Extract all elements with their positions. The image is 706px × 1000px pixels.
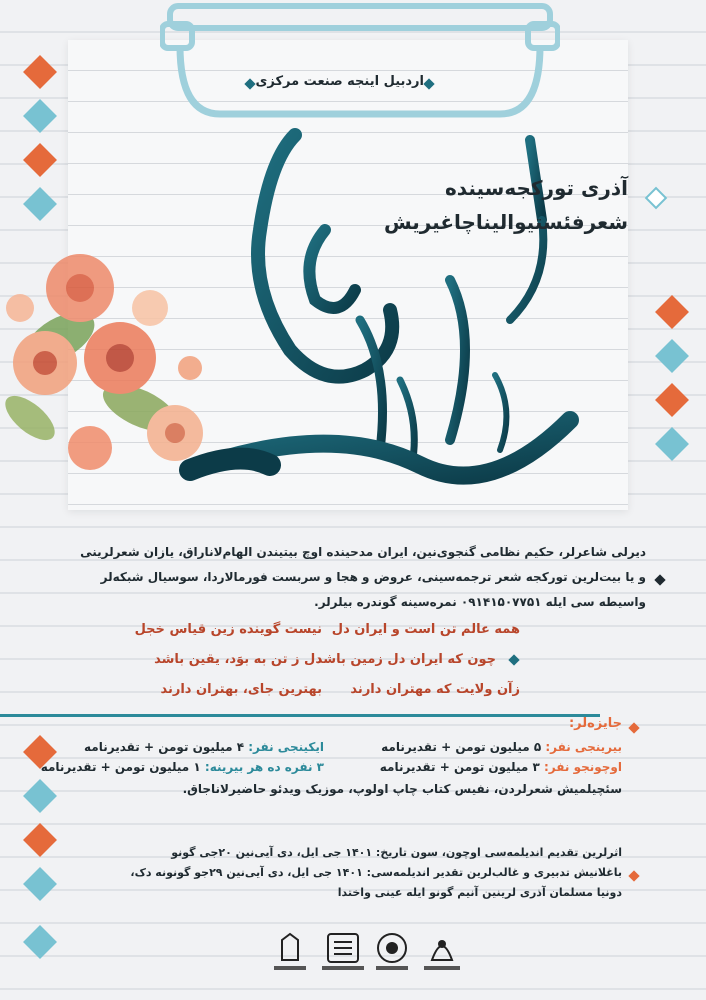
prize-3-value: ۳ میلیون تومن + تقدیرنامه: [379, 760, 540, 774]
prize-1-value: ۵ میلیون تومن + تقدیرنامه: [381, 740, 542, 754]
title-line-2: شعرفئستیوالیناچاغیریش: [383, 210, 628, 234]
diamond-decoration-icon: [655, 295, 689, 329]
prize-4-value: ۱ میلیون تومن + تقدیرنامه: [40, 760, 201, 774]
diamond-decoration-icon: [23, 187, 57, 221]
bullet-icon: [628, 870, 639, 881]
diamond-decoration-icon: [23, 99, 57, 133]
diamond-decoration-icon: [23, 779, 57, 813]
diamond-decoration-icon: [655, 427, 689, 461]
diamond-decoration-icon: [655, 383, 689, 417]
sponsor-logo-4-icon: [424, 940, 460, 970]
prize-4: [41, 760, 324, 774]
intro-line-2: و یا بیت‌لرین تورکجه شعر ترجمه‌سینی، عروض و هجا و سربست فورمالاردا، سوسیال شبکه‌لر: [100, 570, 646, 584]
prize-1-label: بیرینجی نفر:: [545, 740, 622, 754]
ceremony-line-1: باغلانیش تدبیری و غالب‌لرین تقدیر اندیلمه‌سی: ۱۴۰۱ جی ایل، دی آیی‌نین ۲۹جو گونونه دک،: [130, 866, 622, 879]
diamond-decoration-icon: [645, 187, 668, 210]
diamond-decoration-icon: [23, 925, 57, 959]
prize-4-label: ۳ نفره ده هر بیرینه:: [204, 760, 324, 774]
prize-3: [380, 760, 622, 774]
intro-line-3: واسیطه سی ایله ۰۹۱۴۱۵۰۷۷۵۱ نمره‌سینه گوندره بیلرلر.: [314, 595, 646, 609]
sponsor-logo-1-icon: [274, 934, 306, 970]
section-divider: [0, 714, 600, 717]
tagline: اردبیل اینجه صنعت مرکزی: [255, 74, 424, 89]
diamond-decoration-icon: [655, 339, 689, 373]
bullet-icon: [508, 654, 519, 665]
poem-row2-right: چون که ایران دل زمین باشد: [315, 652, 496, 667]
deadline-line: اثرلرین تقدیم اندیلمه‌سی اوچون، سون تاریخ: ۱۴۰۱ جی ایل، دی آیی‌نین ۲۰جی گونو: [171, 846, 622, 859]
prize-2: [84, 740, 324, 754]
diamond-decoration-icon: [23, 823, 57, 857]
prizes-selected-note: سئچیلمیش شعرلردن، نفیس کتاب چاپ اولوپ، موزیک ویدئو حاضیرلاناجاق.: [182, 782, 622, 796]
title-line-1: آذری تورکجه‌سینده: [444, 176, 628, 200]
bullet-icon: [628, 722, 639, 733]
diamond-decoration-icon: [23, 55, 57, 89]
poem-row3-left: بهترین جای، بهتران دارند: [160, 682, 322, 697]
diamond-decoration-icon: [23, 867, 57, 901]
prize-3-label: اوچونجو نفر:: [543, 760, 622, 774]
diamond-decoration-icon: [23, 143, 57, 177]
poem-row2-left: دل ز تن به بوَد، یقین باشد: [154, 652, 322, 667]
prize-1: [381, 740, 622, 754]
sponsor-logos: [270, 930, 470, 990]
sponsor-logo-2-icon: [322, 934, 364, 970]
poem-row1-left: نیست گوینده زین قیاس خجل: [134, 622, 322, 637]
prize-2-label: ایکینجی نفر:: [248, 740, 324, 754]
ceremony-line-2: دونیا مسلمان آذری لرینین آنیم گونو ایله عینی واختدا: [337, 886, 622, 899]
poem-row1-right: همه عالم تن است و ایران دل: [331, 622, 520, 637]
poem-row3-right: زآن ولایت که مهتران دارند: [350, 682, 520, 697]
prizes-heading: جایزه‌لر:: [568, 716, 622, 731]
prize-2-value: ۴ میلیون تومن + تقدیرنامه: [84, 740, 245, 754]
bullet-icon: [654, 574, 665, 585]
clipboard-clip-icon: [160, 2, 560, 122]
sponsor-logo-3-icon: [376, 934, 408, 970]
intro-line-1: دیرلی شاعرلر، حکیم نظامی گنجوی‌نین، ایران مدحینده اوچ بیتیندن الهام‌لاناراق، یازان شعرلرینی: [80, 545, 646, 559]
